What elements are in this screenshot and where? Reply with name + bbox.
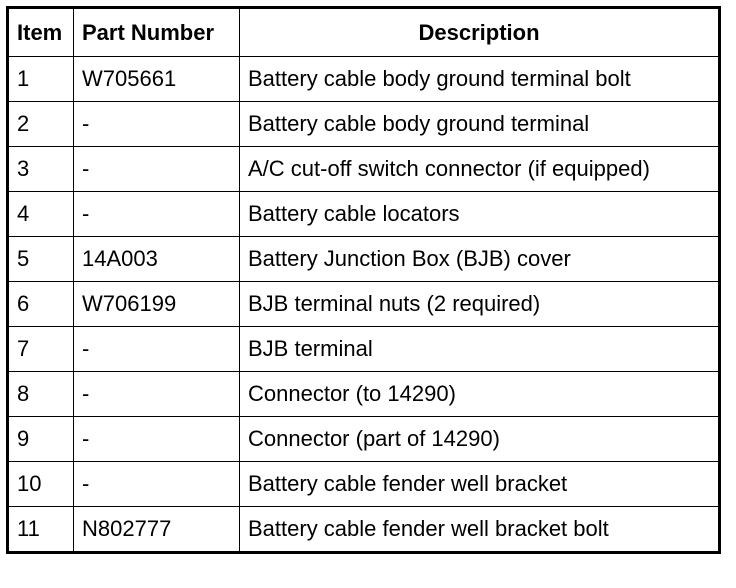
- cell-part-number: -: [74, 372, 240, 417]
- cell-description: Connector (part of 14290): [240, 417, 720, 462]
- cell-item: 11: [8, 507, 74, 553]
- table-row: [8, 462, 720, 507]
- cell-part-number: -: [74, 462, 240, 507]
- cell-item: 7: [8, 327, 74, 372]
- cell-part-number: 14A003: [74, 237, 240, 282]
- table-row: [8, 282, 720, 327]
- cell-part-number: -: [74, 102, 240, 147]
- cell-part-number: W705661: [74, 57, 240, 102]
- table-row: [8, 327, 720, 372]
- cell-part-number: -: [74, 147, 240, 192]
- parts-table: [6, 6, 721, 554]
- header-item: Item: [8, 8, 74, 57]
- table-header-row: [8, 8, 720, 57]
- cell-item: 1: [8, 57, 74, 102]
- cell-part-number: -: [74, 417, 240, 462]
- table-row: [8, 57, 720, 102]
- cell-part-number: W706199: [74, 282, 240, 327]
- cell-item: 5: [8, 237, 74, 282]
- table-row: [8, 147, 720, 192]
- cell-description: BJB terminal nuts (2 required): [240, 282, 720, 327]
- header-description: Description: [240, 8, 720, 57]
- cell-description: Battery Junction Box (BJB) cover: [240, 237, 720, 282]
- table-row: [8, 102, 720, 147]
- cell-part-number: -: [74, 327, 240, 372]
- table-row: [8, 417, 720, 462]
- cell-item: 9: [8, 417, 74, 462]
- cell-item: 4: [8, 192, 74, 237]
- cell-item: 2: [8, 102, 74, 147]
- cell-part-number: N802777: [74, 507, 240, 553]
- cell-description: Battery cable body ground terminal: [240, 102, 720, 147]
- cell-description: Connector (to 14290): [240, 372, 720, 417]
- table-row: [8, 372, 720, 417]
- cell-item: 10: [8, 462, 74, 507]
- cell-description: Battery cable locators: [240, 192, 720, 237]
- table-row: [8, 237, 720, 282]
- cell-description: Battery cable fender well bracket bolt: [240, 507, 720, 553]
- cell-description: Battery cable body ground terminal bolt: [240, 57, 720, 102]
- cell-part-number: -: [74, 192, 240, 237]
- cell-description: Battery cable fender well bracket: [240, 462, 720, 507]
- header-part-number: Part Number: [74, 8, 240, 57]
- cell-item: 3: [8, 147, 74, 192]
- table-row: [8, 507, 720, 553]
- cell-description: A/C cut-off switch connector (if equipped): [240, 147, 720, 192]
- cell-description: BJB terminal: [240, 327, 720, 372]
- cell-item: 8: [8, 372, 74, 417]
- cell-item: 6: [8, 282, 74, 327]
- table-row: [8, 192, 720, 237]
